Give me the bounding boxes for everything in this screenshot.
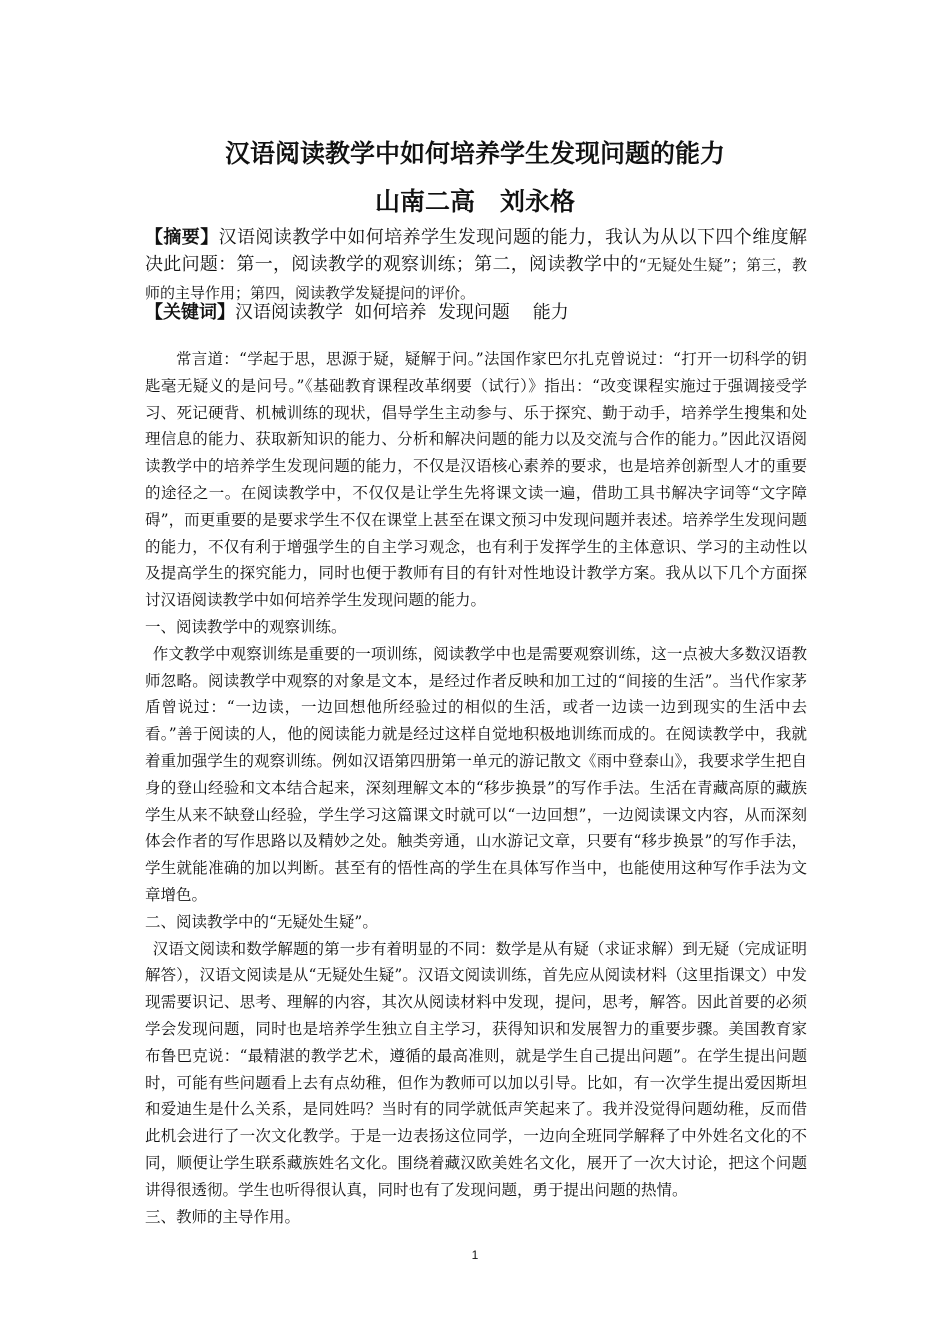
keywords bbox=[145, 299, 807, 326]
section-heading-3: 三、教师的主导作用。 bbox=[145, 1207, 301, 1226]
keywords-label: 【关键词】 bbox=[145, 302, 235, 323]
paragraph-intro: 常言道：“学起于思，思源于疑，疑解于问。”法国作家巴尔扎克曾说过：“打开一切科学的钥匙毫无疑义的是问号。”《基础教育课程改革纲要（试行）》指出：“改变课程实施过于强调接受学习、死记硬背、机械训练的现状，倡导学生主动参与、乐于探究、勤于动手，培养学生搜集和处理信息的能力、获取新知识的能力、分析和解决问题的能力以及交流与合作的能力。”因此汉语阅读教学中的培养学生发现问题的能力，不仅是汉语核心素养的要求，也是培养创新型人才的重要的途径之一。在阅读教学中，不仅仅是让学生先将课文读一遍，借助工具书解决字词等“文字障碍”，而更重要的是要求学生不仅在课堂上甚至在课文预习中发现问题并表述。培养学生发现问题的能力，不仅有利于增强学生的自主学习观念，也有利于发挥学生的主体意识、学习的主动性以及提高学生的探究能力，同时也便于教师有目的有针对性地设计教学方案。我从以下几个方面探讨汉语阅读教学中如何培养学生发现问题的能力。 bbox=[145, 350, 807, 610]
document-author: 山南二高 刘永格 bbox=[374, 187, 575, 216]
abstract-text: 汉语阅读教学中如何培养学生发现问题的能力，我认为从以下四个维度解决此问题：第一，阅读教学的观察训练；第二，阅读教学中的 bbox=[145, 227, 808, 275]
section-heading-2: 二、阅读教学中的“无疑处生疑”。 bbox=[145, 912, 378, 931]
abstract bbox=[145, 224, 807, 307]
document-title: 汉语阅读教学中如何培养学生发现问题的能力 bbox=[224, 139, 725, 168]
section-heading-1: 一、阅读教学中的观察训练。 bbox=[145, 617, 347, 636]
abstract-label: 【摘要】 bbox=[145, 227, 219, 248]
body-text bbox=[145, 346, 807, 1230]
paragraph-section-2: 汉语文阅读和数学解题的第一步有着明显的不同：数学是从有疑（求证求解）到无疑（完成证明解答），汉语文阅读是从“无疑处生疑”。汉语文阅读训练，首先应从阅读材料（这里指课文）中发现需要识记、思考、理解的内容，其次从阅读材料中发现，提问，思考，解答。因此首要的必须学会发现问题，同时也是培养学生独立自主学习，获得知识和发展智力的重要步骤。美国教育家布鲁巴克说：“最精湛的教学艺术，遵循的最高准则，就是学生自己提出问题”。在学生提出问题时，可能有些问题看上去有点幼稚，但作为教师可以加以引导。比如，有一次学生提出爱因斯坦和爱迪生是什么关系，是同姓吗？当时有的同学就低声笑起来了。我并没觉得问题幼稚，反而借此机会进行了一次文化教学。于是一边表扬这位同学，一边向全班同学解释了中外姓名文化的不同，顺便让学生联系藏族姓名文化。围绕着藏汉欧美姓名文化，展开了一次大讨论，把这个问题讲得很透彻。学生也听得很认真，同时也有了发现问题，勇于提出问题的热情。 bbox=[145, 939, 807, 1199]
paragraph-section-1: 作文教学中观察训练是重要的一项训练，阅读教学中也是需要观察训练，这一点被大多数汉语教师忽略。阅读教学中观察的对象是文本，是经过作者反映和加工过的“间接的生活”。当代作家茅盾曾说过：“一边读，一边回想他所经验过的相似的生活，或者一边读一边到现实的生活中去看。”善于阅读的人，他的阅读能力就是经过这样自觉地积极地训练而成的。在阅读教学中，我就着重加强学生的观察训练。例如汉语第四册第一单元的游记散文《雨中登泰山》，我要求学生把自身的登山经验和文本结合起来，深刻理解文本的“移步换景”的写作手法。生活在青藏高原的藏族学生从来不缺登山经验，学生学习这篇课文时就可以“一边回想”，一边阅读课文内容，从而深刻体会作者的写作思路以及精妙之处。触类旁通，山水游记文章，只要有“移步换景”的写作手法，学生就能准确的加以判断。甚至有的悟性高的学生在具体写作当中，也能使用这种写作手法为文章增色。 bbox=[145, 644, 807, 904]
keywords-text: 汉语阅读教学 如何培养 发现问题 能力 bbox=[235, 302, 569, 323]
page-number: 1 bbox=[471, 1248, 479, 1262]
abstract-text-continued: “无疑处生疑”；第三，教师的主导作用；第四，阅读教学发疑提问的评价。 bbox=[145, 256, 807, 302]
